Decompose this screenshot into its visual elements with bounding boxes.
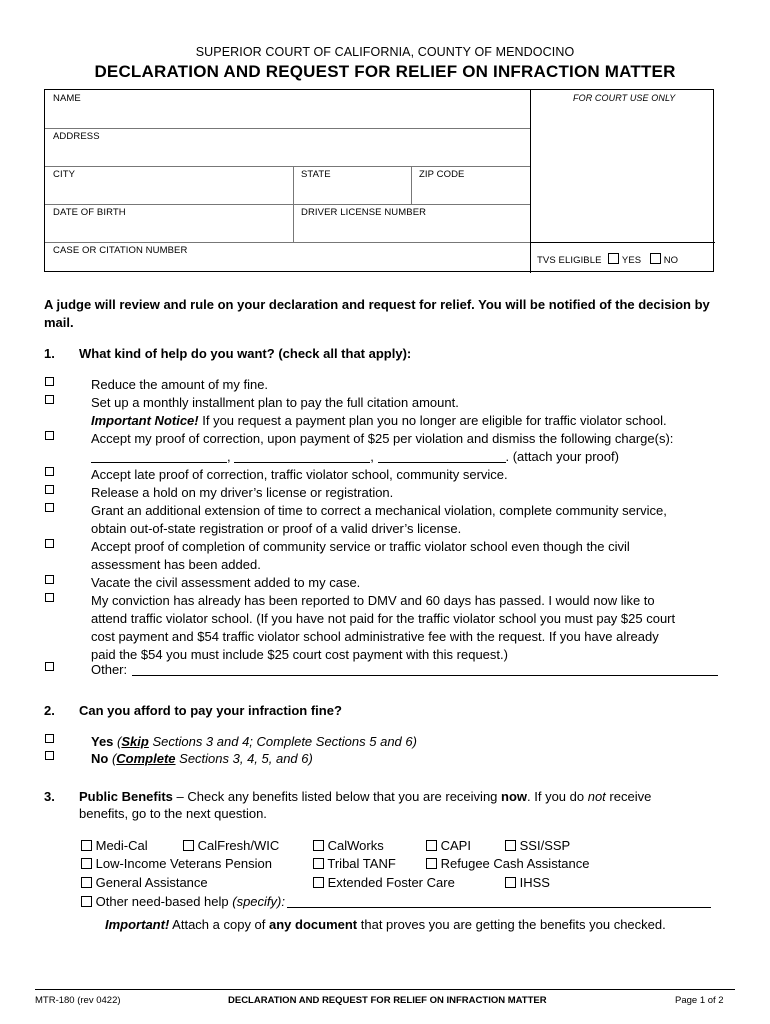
important-notice (91, 412, 731, 430)
section2-number: 2. (44, 703, 55, 718)
installment-checkbox[interactable] (45, 395, 54, 404)
other-label: Other: (91, 662, 128, 677)
ihss-checkbox[interactable] (505, 877, 516, 888)
important-attach: Important! Attach a copy of any document that proves you are getting the benefits you checked. (105, 917, 666, 932)
tvs-no-label: NO (663, 255, 679, 266)
opt-other (91, 661, 731, 679)
extension-checkbox[interactable] (45, 503, 54, 512)
zip-field[interactable]: ZIP CODE (419, 169, 465, 180)
dob-field[interactable]: DATE OF BIRTH (53, 207, 126, 218)
notice-text: If you request a payment plan you no longer are eligible for traffic violator school. (198, 413, 667, 428)
court-use-label: FOR COURT USE ONLY (573, 93, 676, 103)
benefit-refugee: Refugee Cash Assistance (426, 855, 590, 873)
state-field[interactable]: STATE (301, 169, 331, 180)
footer-title: DECLARATION AND REQUEST FOR RELIEF ON INFRACTION MATTER (228, 995, 547, 1006)
opt-community-a: Accept proof of completion of community service or traffic violator school even though the civil (91, 539, 630, 554)
medi-cal-checkbox[interactable] (81, 840, 92, 851)
foster-checkbox[interactable] (313, 877, 324, 888)
calworks-checkbox[interactable] (313, 840, 324, 851)
veterans-checkbox[interactable] (81, 858, 92, 869)
opt-vacate: Vacate the civil assessment added to my case. (91, 575, 361, 590)
charge-3-input[interactable] (378, 450, 506, 463)
opt-community-b: assessment has been added. (91, 557, 261, 572)
opt-late-proof: Accept late proof of correction, traffic violator school, community service. (91, 467, 508, 482)
section3-number: 3. (44, 789, 55, 804)
court-name: SUPERIOR COURT OF CALIFORNIA, COUNTY OF MENDOCINO (195, 45, 575, 59)
page-number: Page 1 of 2 (675, 995, 724, 1006)
benefit-veterans: Low-Income Veterans Pension (81, 855, 272, 873)
opt-dmv-b: attend traffic violator school. (If you have not paid for the traffic violator school you must pay $25 court (91, 611, 676, 626)
afford-no-checkbox[interactable] (45, 751, 54, 760)
court-use-divider (530, 90, 531, 273)
opt-extension-b: obtain out-of-state registration or proof of a valid driver’s license. (91, 521, 462, 536)
case-number-field[interactable]: CASE OR CITATION NUMBER (53, 245, 188, 256)
ssi-checkbox[interactable] (505, 840, 516, 851)
opt-installment: Set up a monthly installment plan to pay the full citation amount. (91, 395, 459, 410)
charges-line: , , . (attach your proof) (91, 448, 731, 466)
opt-reduce: Reduce the amount of my fine. (91, 377, 269, 392)
footer-rule (35, 989, 735, 990)
release-hold-checkbox[interactable] (45, 485, 54, 494)
license-field[interactable]: DRIVER LICENSE NUMBER (301, 207, 427, 218)
form-title: DECLARATION AND REQUEST FOR RELIEF ON INFRACTION MATTER (94, 62, 676, 81)
notice-label: Important Notice! (91, 413, 199, 428)
tvs-label: TVS ELIGIBLE (537, 255, 602, 266)
opt-release-hold: Release a hold on my driver’s license or registration. (91, 485, 394, 500)
tvs-yes-checkbox[interactable] (608, 253, 619, 264)
opt-dmv-d: paid the $54 you must include $25 court cost payment with this request.) (91, 647, 508, 662)
afford-no: No (Complete Sections 3, 4, 5, and 6) (91, 751, 313, 766)
benefit-foster: Extended Foster Care (313, 874, 455, 892)
opt-dmv-a: My conviction has already has been reported to DMV and 60 days has passed. I would now like to (91, 593, 655, 608)
tvs-eligible (537, 253, 678, 266)
refugee-checkbox[interactable] (426, 858, 437, 869)
tvs-yes-label: YES (621, 255, 642, 266)
late-proof-checkbox[interactable] (45, 467, 54, 476)
opt-proof-correction: Accept my proof of correction, upon payment of $25 per violation and dismiss the following charge(s): (91, 431, 674, 446)
form-number: MTR-180 (rev 0422) (35, 995, 121, 1006)
intro-text: A judge will review and rule on your declaration and request for relief. You will be notified of the decision by mail. (44, 297, 710, 330)
general-checkbox[interactable] (81, 877, 92, 888)
vacate-checkbox[interactable] (45, 575, 54, 584)
opt-extension-a: Grant an additional extension of time to correct a mechanical violation, complete community service, (91, 503, 667, 518)
calfresh-checkbox[interactable] (183, 840, 194, 851)
afford-yes: Yes (Skip Sections 3 and 4; Complete Sections 5 and 6) (91, 734, 417, 749)
section1-heading: What kind of help do you want? (check all that apply): (79, 346, 412, 361)
tribal-checkbox[interactable] (313, 858, 324, 869)
benefit-general: General Assistance (81, 874, 208, 892)
section3-subtext: benefits, go to the next question. (79, 806, 267, 821)
dmv-checkbox[interactable] (45, 593, 54, 602)
benefit-calworks: CalWorks (313, 837, 384, 855)
tvs-no-checkbox[interactable] (650, 253, 661, 264)
name-field[interactable]: NAME (53, 93, 81, 104)
section3-heading: Public Benefits – Check any benefits listed below that you are receiving now. If you do not receive (79, 789, 652, 804)
other-benefit-checkbox[interactable] (81, 896, 92, 907)
capi-checkbox[interactable] (426, 840, 437, 851)
benefit-capi: CAPI (426, 837, 471, 855)
city-field[interactable]: CITY (53, 169, 76, 180)
benefit-ihss: IHSS (505, 874, 550, 892)
other-input[interactable] (132, 663, 718, 676)
benefit-medi-cal: Medi-Cal (81, 837, 148, 855)
charge-2-input[interactable] (234, 450, 370, 463)
opt-dmv-c: cost payment and $54 traffic violator school administrative fee with the request. If you have already (91, 629, 659, 644)
charge-1-input[interactable] (91, 450, 227, 463)
info-box (44, 89, 714, 272)
other-benefit-input[interactable] (287, 895, 711, 908)
other-checkbox[interactable] (45, 662, 54, 671)
proof-correction-checkbox[interactable] (45, 431, 54, 440)
benefit-other: Other need-based help (specify): (81, 893, 731, 911)
afford-yes-checkbox[interactable] (45, 734, 54, 743)
community-service-checkbox[interactable] (45, 539, 54, 548)
section2-heading: Can you afford to pay your infraction fine? (79, 703, 342, 718)
address-field[interactable]: ADDRESS (53, 131, 100, 142)
section1-number: 1. (44, 346, 55, 361)
fine-reduce-checkbox[interactable] (45, 377, 54, 386)
benefit-tribal: Tribal TANF (313, 855, 396, 873)
benefit-calfresh: CalFresh/WIC (183, 837, 279, 855)
benefit-ssi: SSI/SSP (505, 837, 570, 855)
